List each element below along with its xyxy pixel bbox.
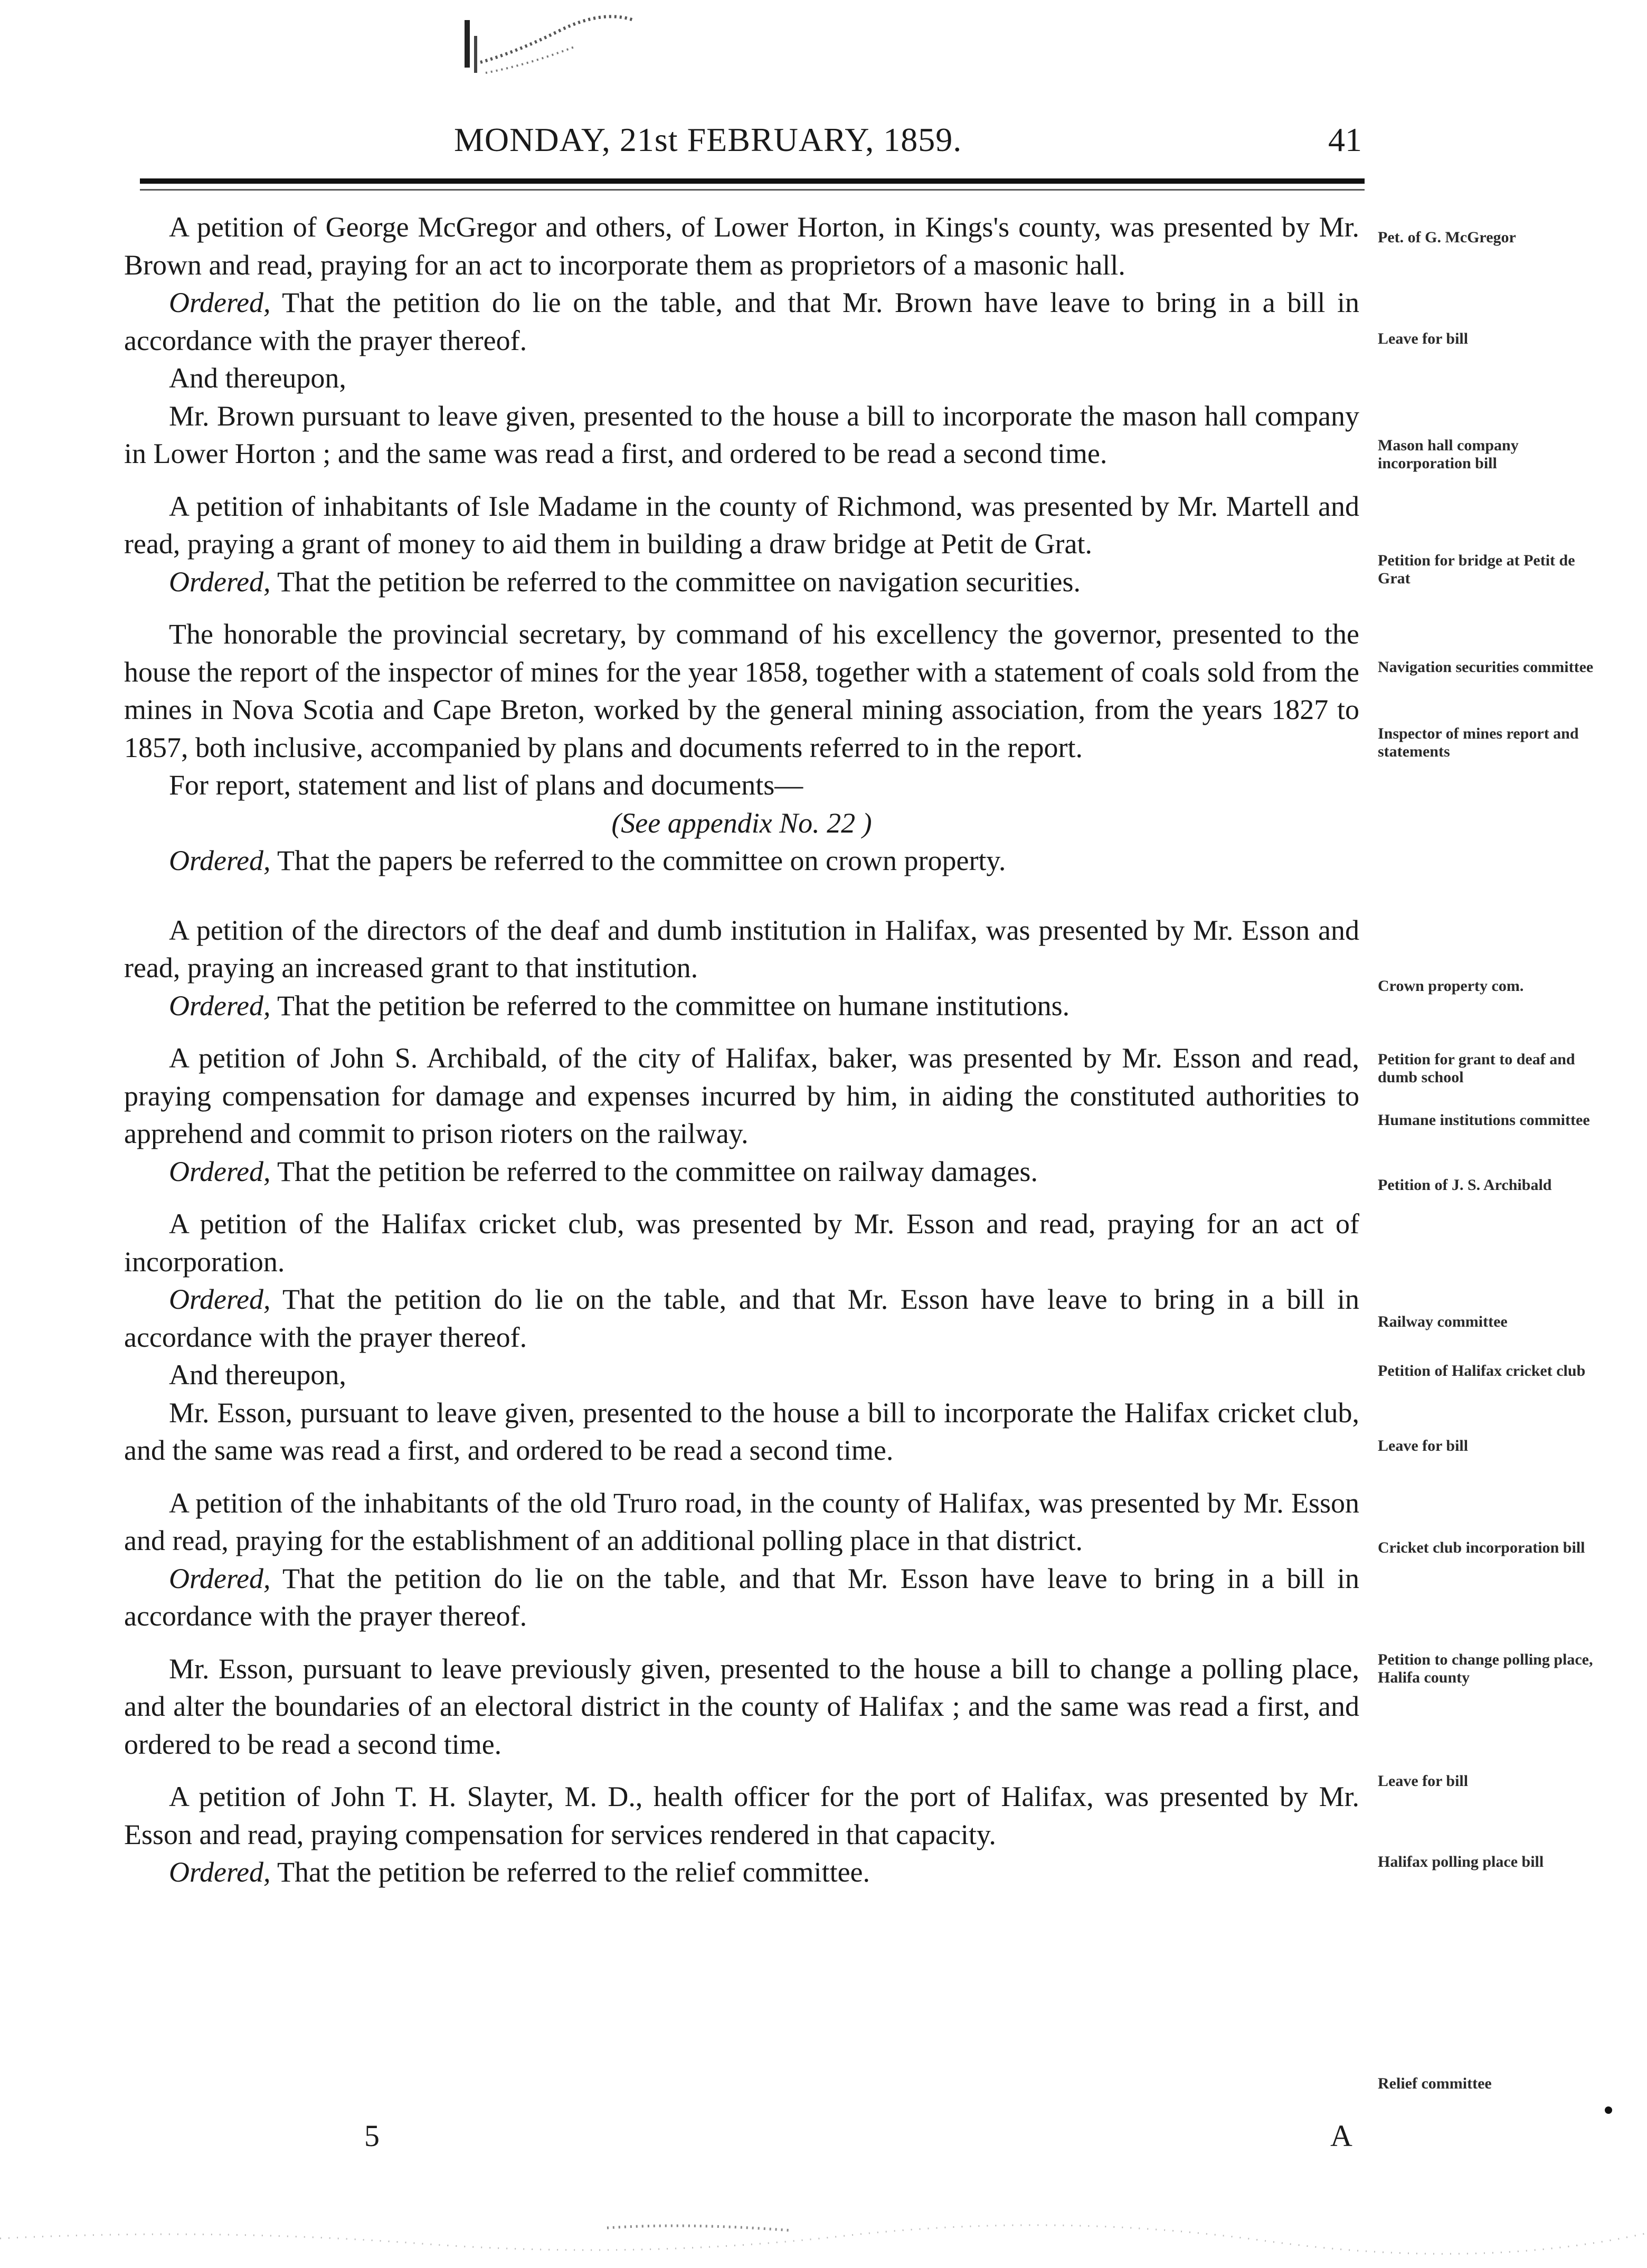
ordered-text: That the papers be referred to the committee on crown property. [277,845,1006,876]
paragraph-ordered [124,1560,1359,1636]
ordered-label: Ordered, [169,565,271,598]
paragraph-report-list: For report, statement and list of plans and documents— [169,769,803,801]
journal-body [124,209,1359,1892]
page-header-date: MONDAY, 21st FEBRUARY, 1859. [454,121,962,158]
paragraph-ordered [124,1281,1359,1356]
ink-smudge-mark [454,15,644,83]
ordered-label: Ordered, [169,1856,271,1888]
paragraph-ordered [124,842,1359,880]
page-header [158,120,1372,173]
ordered-label: Ordered, [169,1155,271,1187]
page-number: 41 [1328,121,1362,158]
ordered-text: That the petition do lie on the table, and that Mr. Esson have leave to bring in a bill in accordance with the prayer thereof. [124,1562,1360,1632]
paragraph-deaf-dumb-petition: A petition of the directors of the deaf and dumb institution in Halifax, was presented by Mr. Esson and read, praying an increased grant to that institution. [124,914,1359,984]
paragraph-ordered [124,1153,1359,1191]
ordered-label: Ordered, [169,1283,271,1315]
paragraph-ordered [124,987,1359,1025]
paragraph-ordered [124,1854,1359,1892]
ink-dot [1605,2106,1612,2114]
margin-note: Railway committee [1378,1313,1508,1330]
paragraph-mcgregor-petition: A petition of George McGregor and others, of Lower Horton, in Kings's county, was presented by Mr. Brown and read, praying for an act to incorporate them as proprietors of a masonic hall. [124,211,1359,281]
paragraph-polling-place-bill: Mr. Esson, pursuant to leave previously given, presented to the house a bill to change a polling place, and alter the boundaries of an electoral district in the county of Halifax ; and the same was read a first, and ordered to be read a second time. [124,1652,1359,1760]
margin-note: Mason hall company incorporation bill [1378,437,1519,472]
signature-number: 5 [364,2119,380,2153]
margin-note: Halifax polling place bill [1378,1853,1544,1870]
ordered-label: Ordered, [169,1562,271,1594]
margin-note: Cricket club incorporation bill [1378,1539,1585,1556]
paragraph-ordered [124,563,1359,601]
margin-note: Petition of Halifax cricket club [1378,1362,1586,1379]
paragraph-isle-madame-petition: A petition of inhabitants of Isle Madame in the county of Richmond, was presented by Mr. Martell and read, praying a grant of money to aid them in building a draw bridge at Petit de Grat. [124,490,1359,560]
ordered-text: That the petition be referred to the relief committee. [277,1856,870,1888]
ordered-label: Ordered, [169,845,271,876]
signature-letter: A [1330,2119,1352,2153]
margin-note: Relief committee [1378,2075,1492,2092]
paragraph-mines-report: The honorable the provincial secretary, by command of his excellency the governor, presented to the house the report of the inspector of mines for the year 1858, together with a statement of coals sold from the mines in Nova Scotia and Cape Breton, worked by the general mining association, from the years 1827 to 1857, both inclusive, accompanied by plans and documents referred to in the report. [124,618,1359,763]
ordered-text: That the petition do lie on the table, and that Mr. Esson have leave to bring in a bill in accordance with the prayer thereof. [124,1283,1360,1353]
ordered-label: Ordered, [169,287,271,318]
paragraph-truro-road-petition: A petition of the inhabitants of the old Truro road, in the county of Halifax, was presented by Mr. Esson and read, praying for the establishment of an additional polling place in that district. [124,1487,1359,1556]
paragraph-cricket-bill: Mr. Esson, pursuant to leave given, presented to the house a bill to incorporate the Halifax cricket club, and the same was read a first, and ordered to be read a second time. [124,1396,1359,1466]
margin-note: Pet. of G. McGregor [1378,229,1516,246]
appendix-reference: (See appendix No. 22 ) [611,807,872,839]
margin-note: Leave for bill [1378,1437,1469,1454]
margin-note: Petition for grant to deaf and dumb school [1378,1051,1575,1086]
paragraph-archibald-petition: A petition of John S. Archibald, of the city of Halifax, baker, was presented by Mr. Esson and read, praying compensation for damage and expenses incurred by him, in aiding the constituted authorities to apprehend and commit to prison rioters on the railway. [124,1042,1359,1149]
scan-noise-strip [0,2207,1647,2260]
ordered-label: Ordered, [169,989,271,1022]
margin-note: Crown property com. [1378,977,1524,995]
paragraph-mason-hall-bill: Mr. Brown pursuant to leave given, presented to the house a bill to incorporate the mason hall company in Lower Horton ; and the same was read a first, and ordered to be read a second time. [124,400,1359,469]
ordered-text: That the petition be referred to the committee on humane institutions. [277,989,1070,1022]
header-rule-thin [140,189,1365,191]
margin-note: Petition for bridge at Petit de Grat [1378,552,1575,587]
margin-note: Petition of J. S. Archibald [1378,1176,1552,1194]
header-rule-thick [140,178,1365,184]
margin-note: Navigation securities committee [1378,658,1594,676]
paragraph-ordered [124,284,1359,360]
paragraph-thereupon: And thereupon, [169,362,346,394]
paragraph-slayter-petition: A petition of John T. H. Slayter, M. D., health officer for the port of Halifax, was presented by Mr. Esson and read, praying compensation for services rendered in that capacity. [124,1781,1359,1850]
margin-note: Leave for bill [1378,1772,1469,1790]
margin-note: Humane institutions committee [1378,1111,1590,1129]
margin-note: Inspector of mines report and statements [1378,725,1579,760]
ordered-text: That the petition do lie on the table, and that Mr. Brown have leave to bring in a bill in accordance with the prayer thereof. [124,287,1359,356]
ordered-text: That the petition be referred to the committee on railway damages. [277,1155,1038,1187]
margin-note: Leave for bill [1378,330,1469,347]
margin-note: Petition to change polling place, Halifa county [1378,1651,1593,1686]
paragraph-cricket-petition: A petition of the Halifax cricket club, was presented by Mr. Esson and read, praying for an act of incorporation. [124,1208,1359,1278]
paragraph-thereupon: And thereupon, [169,1359,346,1391]
ordered-text: That the petition be referred to the committee on navigation securities. [277,565,1081,598]
